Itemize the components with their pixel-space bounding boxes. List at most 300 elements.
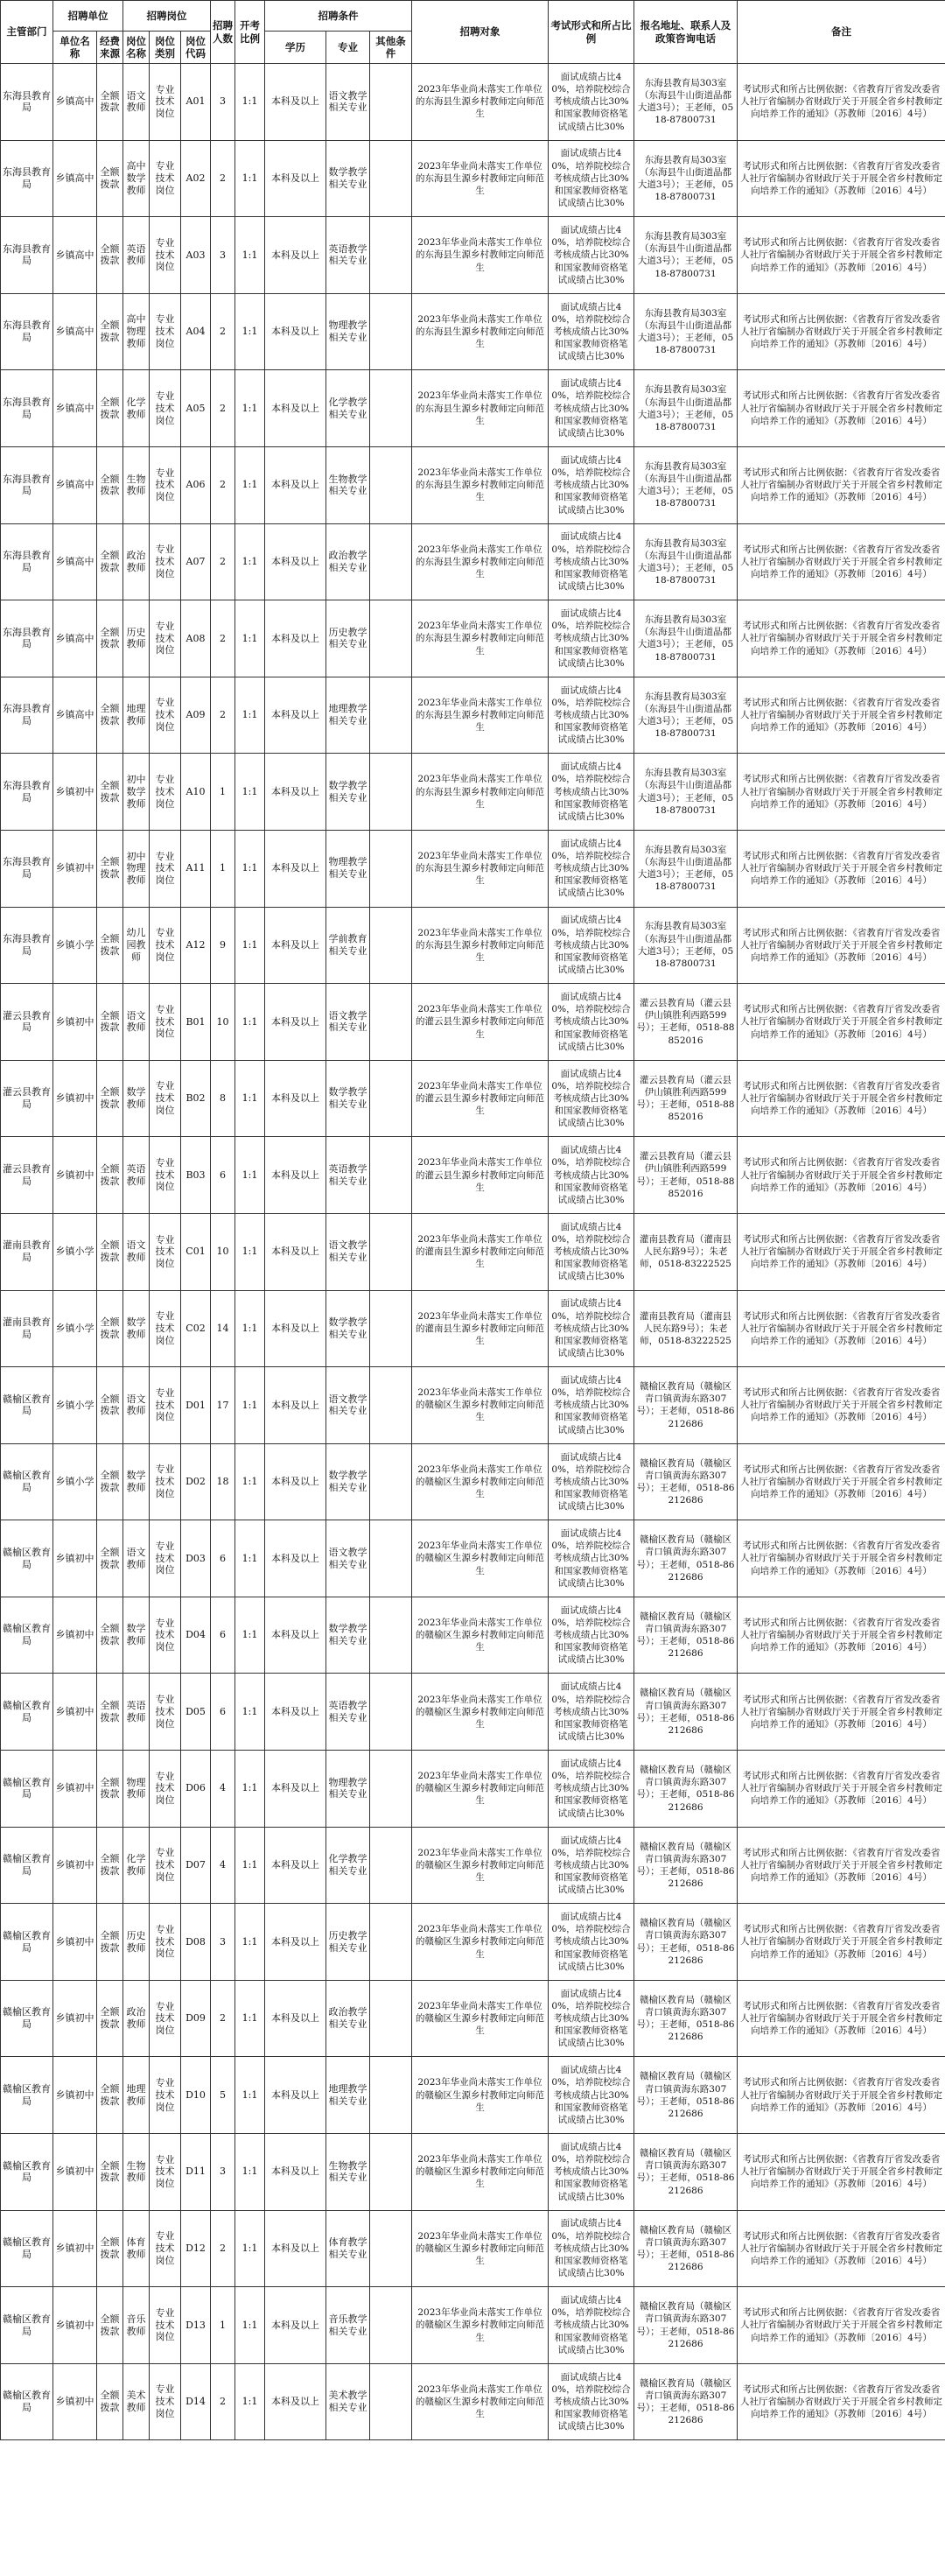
cell-count: 4 (211, 1827, 235, 1904)
cell-address: 赣榆区教育局（赣榆区青口镇黄海东路307号）；王老师，0518-86212686 (634, 1520, 738, 1597)
cell-education: 本科及以上 (265, 2363, 326, 2440)
cell-target: 2023年华业尚未落实工作单位的东海县生源乡村教师定向师范生 (412, 140, 549, 217)
cell-count: 6 (211, 1520, 235, 1597)
cell-post-name: 地理教师 (123, 677, 150, 754)
cell-other (370, 2210, 412, 2287)
cell-note: 考试形式和所占比例依据：《省教育厅省发改委省人社厅省编制办省财政厅关于开展全省乡村教师定向培养工作的通知》（苏教师〔2016〕4号） (738, 140, 945, 217)
cell-post-type: 专业技术岗位 (150, 2134, 181, 2211)
cell-education: 本科及以上 (265, 1213, 326, 1290)
cell-ratio: 1:1 (235, 64, 265, 141)
cell-post-name: 英语教师 (123, 1137, 150, 1214)
cell-funding: 全额拨款 (97, 677, 123, 754)
table-row (1, 1060, 945, 1137)
cell-exam: 面试成绩占比40%，培养院校综合考核成绩占比30%和国家教师资格笔试成绩占比30% (549, 140, 634, 217)
cell-post-name: 语文教师 (123, 1520, 150, 1597)
cell-target: 2023年华业尚未落实工作单位的赣榆区生源乡村教师定向师范生 (412, 2210, 549, 2287)
table-row (1, 2287, 945, 2364)
cell-count: 2 (211, 293, 235, 370)
cell-post-code: C02 (181, 1290, 211, 1367)
cell-ratio: 1:1 (235, 1751, 265, 1828)
cell-other (370, 140, 412, 217)
cell-ratio: 1:1 (235, 1597, 265, 1674)
table-row (1, 1597, 945, 1674)
cell-major: 政治教学相关专业 (326, 1980, 370, 2057)
cell-post-code: A09 (181, 677, 211, 754)
cell-post-code: D03 (181, 1520, 211, 1597)
table-row (1, 1980, 945, 2057)
cell-target: 2023年华业尚未落实工作单位的赣榆区生源乡村教师定向师范生 (412, 1674, 549, 1751)
cell-exam: 面试成绩占比40%，培养院校综合考核成绩占比30%和国家教师资格笔试成绩占比30% (549, 523, 634, 600)
cell-education: 本科及以上 (265, 1367, 326, 1444)
cell-exam: 面试成绩占比40%，培养院校综合考核成绩占比30%和国家教师资格笔试成绩占比30% (549, 293, 634, 370)
cell-post-code: D14 (181, 2363, 211, 2440)
cell-funding: 全额拨款 (97, 1597, 123, 1674)
cell-unit-name: 乡镇初中 (53, 2210, 97, 2287)
cell-address: 东海县教育局303室（东海县牛山街道晶都大道3号）；王老师，0518-87800731 (634, 293, 738, 370)
cell-education: 本科及以上 (265, 1674, 326, 1751)
cell-count: 10 (211, 1213, 235, 1290)
cell-dept: 东海县教育局 (1, 677, 53, 754)
cell-note: 考试形式和所占比例依据：《省教育厅省发改委省人社厅省编制办省财政厅关于开展全省乡村教师定向培养工作的通知》（苏教师〔2016〕4号） (738, 217, 945, 294)
cell-count: 2 (211, 677, 235, 754)
cell-funding: 全额拨款 (97, 1443, 123, 1520)
cell-major: 美术教学相关专业 (326, 2363, 370, 2440)
cell-other (370, 1137, 412, 1214)
cell-funding: 全额拨款 (97, 2287, 123, 2364)
cell-unit-name: 乡镇初中 (53, 1980, 97, 2057)
cell-post-code: D05 (181, 1674, 211, 1751)
cell-address: 赣榆区教育局（赣榆区青口镇黄海东路307号）；王老师，0518-86212686 (634, 1367, 738, 1444)
cell-post-name: 生物教师 (123, 2134, 150, 2211)
cell-education: 本科及以上 (265, 2210, 326, 2287)
cell-unit-name: 乡镇初中 (53, 2363, 97, 2440)
cell-target: 2023年华业尚未落实工作单位的东海县生源乡村教师定向师范生 (412, 754, 549, 831)
cell-target: 2023年华业尚未落实工作单位的东海县生源乡村教师定向师范生 (412, 217, 549, 294)
cell-note: 考试形式和所占比例依据：《省教育厅省发改委省人社厅省编制办省财政厅关于开展全省乡村教师定向培养工作的通知》（苏教师〔2016〕4号） (738, 1290, 945, 1367)
cell-education: 本科及以上 (265, 830, 326, 907)
cell-dept: 东海县教育局 (1, 140, 53, 217)
cell-post-type: 专业技术岗位 (150, 984, 181, 1061)
cell-ratio: 1:1 (235, 600, 265, 677)
table-row (1, 2057, 945, 2134)
cell-other (370, 1213, 412, 1290)
cell-ratio: 1:1 (235, 677, 265, 754)
cell-other (370, 217, 412, 294)
cell-post-code: A06 (181, 446, 211, 523)
cell-dept: 赣榆区教育局 (1, 1827, 53, 1904)
cell-other (370, 1827, 412, 1904)
table-row (1, 64, 945, 141)
cell-unit-name: 乡镇高中 (53, 523, 97, 600)
cell-unit-name: 乡镇初中 (53, 1060, 97, 1137)
cell-post-name: 体育教师 (123, 2210, 150, 2287)
cell-target: 2023年华业尚未落实工作单位的赣榆区生源乡村教师定向师范生 (412, 1520, 549, 1597)
cell-note: 考试形式和所占比例依据：《省教育厅省发改委省人社厅省编制办省财政厅关于开展全省乡村教师定向培养工作的通知》（苏教师〔2016〕4号） (738, 446, 945, 523)
cell-exam: 面试成绩占比40%，培养院校综合考核成绩占比30%和国家教师资格笔试成绩占比30% (549, 907, 634, 984)
cell-ratio: 1:1 (235, 754, 265, 831)
cell-education: 本科及以上 (265, 677, 326, 754)
table-row (1, 2134, 945, 2211)
cell-ratio: 1:1 (235, 830, 265, 907)
cell-address: 东海县教育局303室（东海县牛山街道晶都大道3号）；王老师，0518-87800731 (634, 523, 738, 600)
cell-target: 2023年华业尚未落实工作单位的东海县生源乡村教师定向师范生 (412, 293, 549, 370)
cell-post-code: D10 (181, 2057, 211, 2134)
cell-unit-name: 乡镇小学 (53, 1367, 97, 1444)
header-note: 备注 (738, 1, 945, 64)
cell-note: 考试形式和所占比例依据：《省教育厅省发改委省人社厅省编制办省财政厅关于开展全省乡村教师定向培养工作的通知》（苏教师〔2016〕4号） (738, 677, 945, 754)
cell-post-name: 物理教师 (123, 1751, 150, 1828)
cell-major: 物理教学相关专业 (326, 1751, 370, 1828)
cell-ratio: 1:1 (235, 2210, 265, 2287)
cell-funding: 全额拨款 (97, 370, 123, 447)
cell-post-name: 数学教师 (123, 1290, 150, 1367)
cell-post-name: 生物教师 (123, 446, 150, 523)
cell-ratio: 1:1 (235, 140, 265, 217)
cell-address: 赣榆区教育局（赣榆区青口镇黄海东路307号）；王老师，0518-86212686 (634, 1827, 738, 1904)
cell-post-code: D04 (181, 1597, 211, 1674)
header-unit: 招聘单位 (53, 1, 123, 32)
table-row (1, 830, 945, 907)
table-header (1, 1, 945, 64)
cell-post-type: 专业技术岗位 (150, 1060, 181, 1137)
table-row (1, 677, 945, 754)
table-row (1, 1367, 945, 1444)
cell-post-code: A11 (181, 830, 211, 907)
cell-dept: 赣榆区教育局 (1, 1597, 53, 1674)
cell-count: 18 (211, 1443, 235, 1520)
cell-post-code: A05 (181, 370, 211, 447)
table-row (1, 2210, 945, 2287)
table-row (1, 754, 945, 831)
cell-exam: 面试成绩占比40%，培养院校综合考核成绩占比30%和国家教师资格笔试成绩占比30% (549, 1980, 634, 2057)
cell-dept: 东海县教育局 (1, 446, 53, 523)
cell-note: 考试形式和所占比例依据：《省教育厅省发改委省人社厅省编制办省财政厅关于开展全省乡村教师定向培养工作的通知》（苏教师〔2016〕4号） (738, 600, 945, 677)
cell-target: 2023年华业尚未落实工作单位的赣榆区生源乡村教师定向师范生 (412, 2134, 549, 2211)
cell-education: 本科及以上 (265, 754, 326, 831)
cell-dept: 东海县教育局 (1, 830, 53, 907)
cell-education: 本科及以上 (265, 1597, 326, 1674)
cell-count: 2 (211, 140, 235, 217)
cell-dept: 赣榆区教育局 (1, 1443, 53, 1520)
cell-note: 考试形式和所占比例依据：《省教育厅省发改委省人社厅省编制办省财政厅关于开展全省乡村教师定向培养工作的通知》（苏教师〔2016〕4号） (738, 64, 945, 141)
cell-target: 2023年华业尚未落实工作单位的灌云县生源乡村教师定向师范生 (412, 1060, 549, 1137)
cell-post-code: A10 (181, 754, 211, 831)
cell-funding: 全额拨款 (97, 600, 123, 677)
cell-ratio: 1:1 (235, 1213, 265, 1290)
cell-note: 考试形式和所占比例依据：《省教育厅省发改委省人社厅省编制办省财政厅关于开展全省乡村教师定向培养工作的通知》（苏教师〔2016〕4号） (738, 1520, 945, 1597)
cell-count: 6 (211, 1674, 235, 1751)
cell-address: 灌云县教育局（灌云县伊山镇胜利西路599号）；王老师，0518-88852016 (634, 1137, 738, 1214)
cell-count: 2 (211, 523, 235, 600)
cell-education: 本科及以上 (265, 984, 326, 1061)
cell-other (370, 1367, 412, 1444)
cell-post-name: 初中数学教师 (123, 754, 150, 831)
cell-count: 1 (211, 830, 235, 907)
cell-other (370, 830, 412, 907)
cell-funding: 全额拨款 (97, 64, 123, 141)
cell-funding: 全额拨款 (97, 1060, 123, 1137)
cell-other (370, 1060, 412, 1137)
cell-note: 考试形式和所占比例依据：《省教育厅省发改委省人社厅省编制办省财政厅关于开展全省乡村教师定向培养工作的通知》（苏教师〔2016〕4号） (738, 1751, 945, 1828)
cell-funding: 全额拨款 (97, 1827, 123, 1904)
cell-ratio: 1:1 (235, 1060, 265, 1137)
cell-funding: 全额拨款 (97, 217, 123, 294)
cell-post-name: 地理教师 (123, 2057, 150, 2134)
cell-note: 考试形式和所占比例依据：《省教育厅省发改委省人社厅省编制办省财政厅关于开展全省乡村教师定向培养工作的通知》（苏教师〔2016〕4号） (738, 1367, 945, 1444)
cell-funding: 全额拨款 (97, 140, 123, 217)
cell-address: 赣榆区教育局（赣榆区青口镇黄海东路307号）；王老师，0518-86212686 (634, 1674, 738, 1751)
cell-other (370, 446, 412, 523)
cell-unit-name: 乡镇小学 (53, 1290, 97, 1367)
cell-post-name: 政治教师 (123, 523, 150, 600)
cell-target: 2023年华业尚未落实工作单位的灌南县生源乡村教师定向师范生 (412, 1213, 549, 1290)
header-post: 招聘岗位 (123, 1, 211, 32)
cell-post-type: 专业技术岗位 (150, 1597, 181, 1674)
cell-post-name: 历史教师 (123, 600, 150, 677)
cell-dept: 赣榆区教育局 (1, 1980, 53, 2057)
cell-post-code: D02 (181, 1443, 211, 1520)
cell-target: 2023年华业尚未落实工作单位的灌云县生源乡村教师定向师范生 (412, 1137, 549, 1214)
cell-target: 2023年华业尚未落实工作单位的赣榆区生源乡村教师定向师范生 (412, 2057, 549, 2134)
cell-note: 考试形式和所占比例依据：《省教育厅省发改委省人社厅省编制办省财政厅关于开展全省乡村教师定向培养工作的通知》（苏教师〔2016〕4号） (738, 1060, 945, 1137)
cell-education: 本科及以上 (265, 217, 326, 294)
cell-target: 2023年华业尚未落实工作单位的东海县生源乡村教师定向师范生 (412, 523, 549, 600)
cell-post-type: 专业技术岗位 (150, 293, 181, 370)
cell-address: 灌南县教育局（灌南县人民东路9号）；朱老师，0518-83222525 (634, 1290, 738, 1367)
cell-note: 考试形式和所占比例依据：《省教育厅省发改委省人社厅省编制办省财政厅关于开展全省乡村教师定向培养工作的通知》（苏教师〔2016〕4号） (738, 830, 945, 907)
cell-funding: 全额拨款 (97, 984, 123, 1061)
cell-address: 灌南县教育局（灌南县人民东路9号）；朱老师，0518-83222525 (634, 1213, 738, 1290)
cell-major: 化学教学相关专业 (326, 1827, 370, 1904)
cell-unit-name: 乡镇初中 (53, 1597, 97, 1674)
cell-target: 2023年华业尚未落实工作单位的东海县生源乡村教师定向师范生 (412, 446, 549, 523)
cell-post-type: 专业技术岗位 (150, 677, 181, 754)
cell-unit-name: 乡镇高中 (53, 64, 97, 141)
cell-post-type: 专业技术岗位 (150, 1520, 181, 1597)
cell-post-type: 专业技术岗位 (150, 830, 181, 907)
cell-major: 地理教学相关专业 (326, 2057, 370, 2134)
cell-major: 物理教学相关专业 (326, 293, 370, 370)
cell-ratio: 1:1 (235, 907, 265, 984)
cell-post-code: B01 (181, 984, 211, 1061)
cell-unit-name: 乡镇初中 (53, 1137, 97, 1214)
cell-education: 本科及以上 (265, 370, 326, 447)
header-major: 专业 (326, 32, 370, 64)
table-row (1, 140, 945, 217)
cell-count: 8 (211, 1060, 235, 1137)
cell-post-name: 幼儿园教师 (123, 907, 150, 984)
cell-funding: 全额拨款 (97, 830, 123, 907)
cell-post-type: 专业技术岗位 (150, 370, 181, 447)
cell-education: 本科及以上 (265, 64, 326, 141)
table-row (1, 600, 945, 677)
cell-address: 东海县教育局303室（东海县牛山街道晶都大道3号）；王老师，0518-87800731 (634, 830, 738, 907)
cell-address: 赣榆区教育局（赣榆区青口镇黄海东路307号）；王老师，0518-86212686 (634, 2134, 738, 2211)
cell-major: 英语教学相关专业 (326, 1137, 370, 1214)
cell-post-name: 音乐教师 (123, 2287, 150, 2364)
cell-note: 考试形式和所占比例依据：《省教育厅省发改委省人社厅省编制办省财政厅关于开展全省乡村教师定向培养工作的通知》（苏教师〔2016〕4号） (738, 2210, 945, 2287)
cell-major: 历史教学相关专业 (326, 1904, 370, 1981)
cell-post-code: D11 (181, 2134, 211, 2211)
cell-count: 2 (211, 2363, 235, 2440)
cell-funding: 全额拨款 (97, 1904, 123, 1981)
cell-funding: 全额拨款 (97, 1520, 123, 1597)
cell-unit-name: 乡镇小学 (53, 1213, 97, 1290)
table-row (1, 1827, 945, 1904)
cell-education: 本科及以上 (265, 1980, 326, 2057)
cell-post-name: 初中物理教师 (123, 830, 150, 907)
cell-note: 考试形式和所占比例依据：《省教育厅省发改委省人社厅省编制办省财政厅关于开展全省乡村教师定向培养工作的通知》（苏教师〔2016〕4号） (738, 984, 945, 1061)
header-target: 招聘对象 (412, 1, 549, 64)
header-funding: 经费来源 (97, 32, 123, 64)
cell-note: 考试形式和所占比例依据：《省教育厅省发改委省人社厅省编制办省财政厅关于开展全省乡村教师定向培养工作的通知》（苏教师〔2016〕4号） (738, 1443, 945, 1520)
cell-post-type: 专业技术岗位 (150, 907, 181, 984)
cell-dept: 东海县教育局 (1, 600, 53, 677)
cell-target: 2023年华业尚未落实工作单位的赣榆区生源乡村教师定向师范生 (412, 1827, 549, 1904)
cell-post-code: C01 (181, 1213, 211, 1290)
table-row (1, 293, 945, 370)
cell-count: 9 (211, 907, 235, 984)
cell-address: 东海县教育局303室（东海县牛山街道晶都大道3号）；王老师，0518-87800731 (634, 140, 738, 217)
cell-dept: 赣榆区教育局 (1, 2134, 53, 2211)
cell-target: 2023年华业尚未落实工作单位的东海县生源乡村教师定向师范生 (412, 600, 549, 677)
cell-unit-name: 乡镇小学 (53, 907, 97, 984)
cell-dept: 东海县教育局 (1, 754, 53, 831)
header-count: 招聘人数 (211, 1, 235, 64)
cell-major: 数学教学相关专业 (326, 1597, 370, 1674)
cell-target: 2023年华业尚未落实工作单位的东海县生源乡村教师定向师范生 (412, 64, 549, 141)
cell-exam: 面试成绩占比40%，培养院校综合考核成绩占比30%和国家教师资格笔试成绩占比30% (549, 2363, 634, 2440)
cell-count: 10 (211, 984, 235, 1061)
cell-post-name: 语文教师 (123, 64, 150, 141)
cell-dept: 灌云县教育局 (1, 1137, 53, 1214)
cell-address: 赣榆区教育局（赣榆区青口镇黄海东路307号）；王老师，0518-86212686 (634, 2363, 738, 2440)
cell-exam: 面试成绩占比40%，培养院校综合考核成绩占比30%和国家教师资格笔试成绩占比30% (549, 217, 634, 294)
cell-address: 赣榆区教育局（赣榆区青口镇黄海东路307号）；王老师，0518-86212686 (634, 2210, 738, 2287)
header-other: 其他条件 (370, 32, 412, 64)
cell-exam: 面试成绩占比40%，培养院校综合考核成绩占比30%和国家教师资格笔试成绩占比30% (549, 1213, 634, 1290)
cell-count: 6 (211, 1137, 235, 1214)
cell-ratio: 1:1 (235, 1980, 265, 2057)
header-post-type: 岗位类别 (150, 32, 181, 64)
cell-address: 赣榆区教育局（赣榆区青口镇黄海东路307号）；王老师，0518-86212686 (634, 1443, 738, 1520)
cell-exam: 面试成绩占比40%，培养院校综合考核成绩占比30%和国家教师资格笔试成绩占比30% (549, 1827, 634, 1904)
table-body (1, 64, 945, 2440)
cell-post-type: 专业技术岗位 (150, 446, 181, 523)
cell-major: 数学教学相关专业 (326, 1443, 370, 1520)
cell-note: 考试形式和所占比例依据：《省教育厅省发改委省人社厅省编制办省财政厅关于开展全省乡村教师定向培养工作的通知》（苏教师〔2016〕4号） (738, 1597, 945, 1674)
cell-note: 考试形式和所占比例依据：《省教育厅省发改委省人社厅省编制办省财政厅关于开展全省乡村教师定向培养工作的通知》（苏教师〔2016〕4号） (738, 2363, 945, 2440)
cell-note: 考试形式和所占比例依据：《省教育厅省发改委省人社厅省编制办省财政厅关于开展全省乡村教师定向培养工作的通知》（苏教师〔2016〕4号） (738, 293, 945, 370)
cell-ratio: 1:1 (235, 370, 265, 447)
cell-count: 2 (211, 1980, 235, 2057)
cell-target: 2023年华业尚未落实工作单位的东海县生源乡村教师定向师范生 (412, 830, 549, 907)
cell-post-name: 化学教师 (123, 1827, 150, 1904)
cell-major: 数学教学相关专业 (326, 140, 370, 217)
cell-ratio: 1:1 (235, 523, 265, 600)
table-row (1, 217, 945, 294)
cell-other (370, 1751, 412, 1828)
cell-post-name: 高中数学教师 (123, 140, 150, 217)
cell-ratio: 1:1 (235, 1904, 265, 1981)
cell-other (370, 1443, 412, 1520)
cell-post-code: A02 (181, 140, 211, 217)
cell-post-name: 历史教师 (123, 1904, 150, 1981)
cell-funding: 全额拨款 (97, 2057, 123, 2134)
cell-exam: 面试成绩占比40%，培养院校综合考核成绩占比30%和国家教师资格笔试成绩占比30% (549, 1751, 634, 1828)
cell-unit-name: 乡镇高中 (53, 140, 97, 217)
cell-major: 物理教学相关专业 (326, 830, 370, 907)
cell-target: 2023年华业尚未落实工作单位的赣榆区生源乡村教师定向师范生 (412, 1597, 549, 1674)
cell-post-code: A07 (181, 523, 211, 600)
cell-post-code: D01 (181, 1367, 211, 1444)
cell-note: 考试形式和所占比例依据：《省教育厅省发改委省人社厅省编制办省财政厅关于开展全省乡村教师定向培养工作的通知》（苏教师〔2016〕4号） (738, 2057, 945, 2134)
cell-unit-name: 乡镇高中 (53, 293, 97, 370)
cell-dept: 赣榆区教育局 (1, 2363, 53, 2440)
cell-exam: 面试成绩占比40%，培养院校综合考核成绩占比30%和国家教师资格笔试成绩占比30% (549, 64, 634, 141)
table-row (1, 1290, 945, 1367)
cell-dept: 东海县教育局 (1, 293, 53, 370)
cell-other (370, 600, 412, 677)
cell-post-type: 专业技术岗位 (150, 1137, 181, 1214)
cell-count: 3 (211, 217, 235, 294)
cell-major: 语文教学相关专业 (326, 1213, 370, 1290)
cell-major: 数学教学相关专业 (326, 754, 370, 831)
cell-note: 考试形式和所占比例依据：《省教育厅省发改委省人社厅省编制办省财政厅关于开展全省乡村教师定向培养工作的通知》（苏教师〔2016〕4号） (738, 2287, 945, 2364)
cell-note: 考试形式和所占比例依据：《省教育厅省发改委省人社厅省编制办省财政厅关于开展全省乡村教师定向培养工作的通知》（苏教师〔2016〕4号） (738, 1137, 945, 1214)
cell-exam: 面试成绩占比40%，培养院校综合考核成绩占比30%和国家教师资格笔试成绩占比30% (549, 1060, 634, 1137)
cell-exam: 面试成绩占比40%，培养院校综合考核成绩占比30%和国家教师资格笔试成绩占比30% (549, 754, 634, 831)
cell-target: 2023年华业尚未落实工作单位的灌南县生源乡村教师定向师范生 (412, 1290, 549, 1367)
cell-other (370, 2363, 412, 2440)
cell-education: 本科及以上 (265, 1520, 326, 1597)
cell-count: 1 (211, 754, 235, 831)
cell-address: 东海县教育局303室（东海县牛山街道晶都大道3号）；王老师，0518-87800731 (634, 370, 738, 447)
cell-target: 2023年华业尚未落实工作单位的东海县生源乡村教师定向师范生 (412, 677, 549, 754)
cell-count: 6 (211, 1597, 235, 1674)
cell-unit-name: 乡镇小学 (53, 1443, 97, 1520)
cell-post-type: 专业技术岗位 (150, 600, 181, 677)
cell-count: 2 (211, 2210, 235, 2287)
cell-funding: 全额拨款 (97, 1290, 123, 1367)
header-post-name: 岗位名称 (123, 32, 150, 64)
cell-target: 2023年华业尚未落实工作单位的赣榆区生源乡村教师定向师范生 (412, 1980, 549, 2057)
cell-other (370, 2057, 412, 2134)
cell-count: 17 (211, 1367, 235, 1444)
cell-dept: 赣榆区教育局 (1, 1904, 53, 1981)
cell-unit-name: 乡镇高中 (53, 677, 97, 754)
cell-target: 2023年华业尚未落实工作单位的东海县生源乡村教师定向师范生 (412, 370, 549, 447)
cell-post-code: D06 (181, 1751, 211, 1828)
cell-post-name: 高中物理教师 (123, 293, 150, 370)
cell-education: 本科及以上 (265, 907, 326, 984)
cell-exam: 面试成绩占比40%，培养院校综合考核成绩占比30%和国家教师资格笔试成绩占比30% (549, 1290, 634, 1367)
cell-ratio: 1:1 (235, 1367, 265, 1444)
cell-target: 2023年华业尚未落实工作单位的灌云县生源乡村教师定向师范生 (412, 984, 549, 1061)
cell-other (370, 1980, 412, 2057)
cell-count: 5 (211, 2057, 235, 2134)
cell-exam: 面试成绩占比40%，培养院校综合考核成绩占比30%和国家教师资格笔试成绩占比30% (549, 830, 634, 907)
cell-other (370, 370, 412, 447)
cell-count: 2 (211, 600, 235, 677)
cell-unit-name: 乡镇高中 (53, 370, 97, 447)
cell-education: 本科及以上 (265, 1751, 326, 1828)
cell-ratio: 1:1 (235, 217, 265, 294)
cell-target: 2023年华业尚未落实工作单位的赣榆区生源乡村教师定向师范生 (412, 1367, 549, 1444)
cell-major: 政治教学相关专业 (326, 523, 370, 600)
cell-post-type: 专业技术岗位 (150, 1213, 181, 1290)
cell-address: 东海县教育局303室（东海县牛山街道晶都大道3号）；王老师，0518-87800731 (634, 446, 738, 523)
